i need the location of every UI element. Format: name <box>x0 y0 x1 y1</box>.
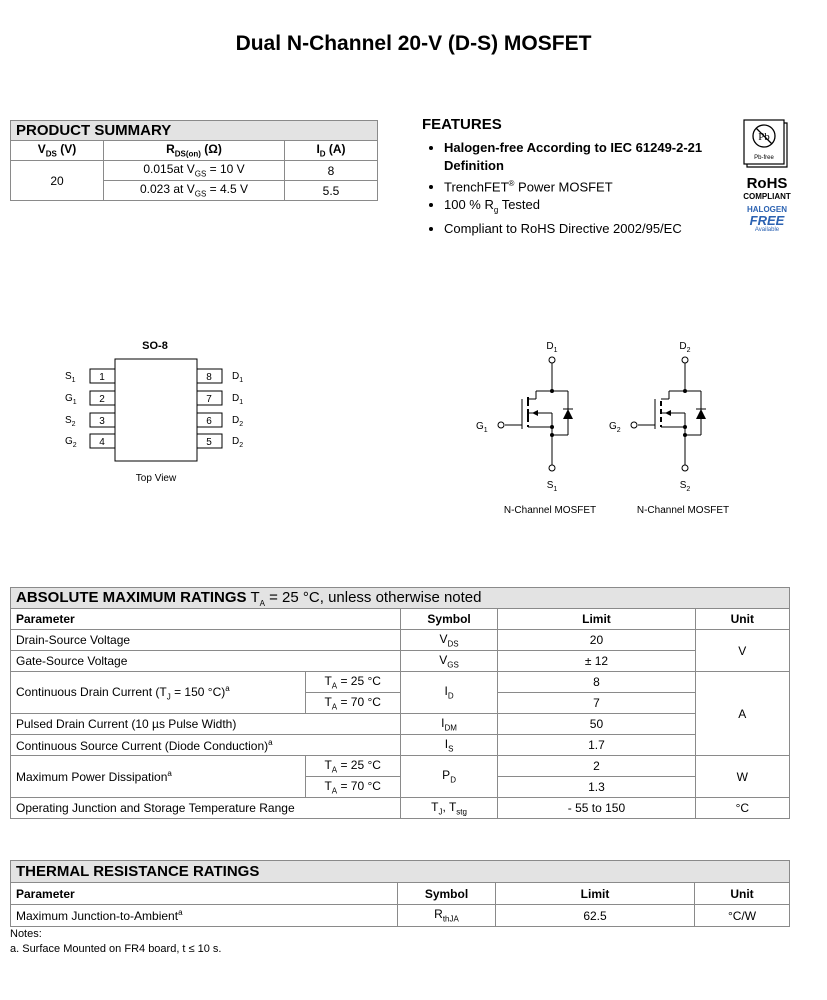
pin-1-number: 1 <box>99 372 105 383</box>
pin-2-label: $G_1$ <box>65 393 77 406</box>
thermal-param: Maximum Junction-to-Ambient$^a$ <box>11 905 398 927</box>
feature-item: • 100 % $R_g$ Tested <box>444 196 742 220</box>
absolute-maximum-ratings-table <box>10 587 790 819</box>
mosfet-2-caption: N-Channel MOSFET <box>636 505 730 516</box>
col-id: $I_D$ (A) <box>285 141 378 161</box>
amr-symbol: $I_{DM}$ <box>400 714 498 735</box>
amr-limit: 1.7 <box>498 735 695 756</box>
amr-symbol: $T_J$, $T_{stg}$ <box>400 798 498 819</box>
thermal-col-parameter: Parameter <box>11 883 398 905</box>
amr-param: Operating Junction and Storage Temperature Range <box>11 798 401 819</box>
amr-unit: W <box>695 756 789 798</box>
gate-1-label: $G_1$ <box>476 421 488 434</box>
amr-symbol: $P_D$ <box>400 756 498 798</box>
pin-4-label: $G_2$ <box>65 436 77 449</box>
thermal-heading: THERMAL RESISTANCE RATINGS <box>11 861 790 883</box>
amr-col-unit: Unit <box>695 609 789 630</box>
pin-2-number: 2 <box>99 394 105 405</box>
amr-param: Continuous Drain Current ($T_J = 150$ °C)$^a$ <box>11 672 306 714</box>
pin-7-label: $D_1$ <box>232 393 244 406</box>
amr-limit: 2 <box>498 756 695 777</box>
thermal-resistance-table <box>10 860 790 927</box>
source-1-label: $S_1$ <box>546 480 558 493</box>
amr-symbol: $V_{DS}$ <box>400 630 498 651</box>
amr-symbol: $V_{GS}$ <box>400 651 498 672</box>
pin-5-number: 5 <box>206 437 212 448</box>
package-view-label: Top View <box>135 473 177 484</box>
amr-limit: 20 <box>498 630 695 651</box>
amr-col-symbol: Symbol <box>400 609 498 630</box>
pb-text: Pb <box>758 131 770 143</box>
features-heading: FEATURES <box>422 116 502 133</box>
so8-package-diagram <box>55 335 265 495</box>
source-2-label: $S_2$ <box>679 480 691 493</box>
product-summary-heading: PRODUCT SUMMARY <box>11 121 378 141</box>
pin-4-number: 4 <box>99 437 105 448</box>
amr-col-parameter: Parameter <box>11 609 401 630</box>
rds-row1: 0.015at $V_{GS} = 10$ V <box>104 161 285 181</box>
compliance-badges <box>738 118 796 233</box>
halogen-label: HALOGEN <box>747 205 787 214</box>
amr-condition: $T_A = 25$ °C <box>305 672 400 693</box>
rds-row2: 0.023 at $V_{GS} = 4.5$ V <box>104 181 285 201</box>
amr-symbol: $I_S$ <box>400 735 498 756</box>
amr-limit: 8 <box>498 672 695 693</box>
right-pins <box>197 369 243 449</box>
amr-limit: 1.3 <box>498 777 695 798</box>
pb-free-text: Pb-free <box>754 155 774 161</box>
pin-3-label: $S_2$ <box>65 415 76 428</box>
amr-unit: °C <box>695 798 789 819</box>
rohs-label: RoHS <box>746 175 788 192</box>
amr-param: Drain-Source Voltage <box>11 630 401 651</box>
amr-param: Maximum Power Dissipation$^a$ <box>11 756 306 798</box>
amr-condition: $T_A = 70$ °C <box>305 777 400 798</box>
mosfet-symbol-2 <box>609 341 729 516</box>
amr-symbol: $I_D$ <box>400 672 498 714</box>
amr-col-limit: Limit <box>498 609 695 630</box>
left-pins <box>65 369 115 449</box>
thermal-col-symbol: Symbol <box>398 883 496 905</box>
drain-2-label: $D_2$ <box>679 341 691 354</box>
feature-item: • Compliant to RoHS Directive 2002/95/EC <box>444 220 742 238</box>
thermal-col-unit: Unit <box>695 883 790 905</box>
pin-3-number: 3 <box>99 416 105 427</box>
vds-value: 20 <box>11 161 104 201</box>
mosfet-schematics <box>470 335 760 525</box>
amr-limit: 50 <box>498 714 695 735</box>
pb-free-icon <box>742 118 792 168</box>
gate-2-label: $G_2$ <box>609 421 621 434</box>
package-name: SO-8 <box>142 340 168 352</box>
amr-unit: V <box>695 630 789 672</box>
pin-6-label: $D_2$ <box>232 415 244 428</box>
amr-unit: A <box>695 672 789 756</box>
feature-item: • Halogen-free According to IEC 61249-2-21 Definition <box>444 139 742 175</box>
drain-1-label: $D_1$ <box>546 341 558 354</box>
thermal-col-limit: Limit <box>496 883 695 905</box>
id-row2: 5.5 <box>285 181 378 201</box>
amr-limit: 7 <box>498 693 695 714</box>
pin-5-label: $D_2$ <box>232 436 244 449</box>
thermal-unit: °C/W <box>695 905 790 927</box>
col-rds: $R_{DS(on)}$ (Ω) <box>104 141 285 161</box>
id-row1: 8 <box>285 161 378 181</box>
features-section <box>422 116 742 238</box>
thermal-limit: 62.5 <box>496 905 695 927</box>
thermal-symbol: $R_{thJA}$ <box>398 905 496 927</box>
free-label: FREE <box>749 213 785 228</box>
amr-param: Continuous Source Current (Diode Conduction)$^a$ <box>11 735 401 756</box>
amr-param: Gate-Source Voltage <box>11 651 401 672</box>
mosfet-symbol-1 <box>476 341 596 516</box>
compliant-label: COMPLIANT <box>743 192 791 201</box>
product-summary-table <box>10 120 378 201</box>
pin-7-number: 7 <box>206 394 212 405</box>
notes-section <box>10 927 222 957</box>
pin-6-number: 6 <box>206 416 212 427</box>
pin-8-label: $D_1$ <box>232 371 244 384</box>
amr-param: Pulsed Drain Current (10 µs Pulse Width) <box>11 714 401 735</box>
note-a: a. Surface Mounted on FR4 board, t ≤ 10 s. <box>10 943 222 955</box>
amr-condition: $T_A = 25$ °C <box>305 756 400 777</box>
page-title: Dual N-Channel 20-V (D-S) MOSFET <box>235 32 592 55</box>
pin-1-label: $S_1$ <box>65 371 76 384</box>
notes-heading: Notes: <box>10 928 42 940</box>
amr-heading: ABSOLUTE MAXIMUM RATINGS $T_A = 25$ °C, unless otherwise noted <box>11 588 790 609</box>
col-vds: $V_{DS}$ (V) <box>11 141 104 161</box>
mosfet-1-caption: N-Channel MOSFET <box>503 505 597 516</box>
available-label: Available <box>754 227 780 233</box>
amr-limit: - 55 to 150 <box>498 798 695 819</box>
amr-limit: ± 12 <box>498 651 695 672</box>
amr-condition: $T_A = 70$ °C <box>305 693 400 714</box>
pin-8-number: 8 <box>206 372 212 383</box>
feature-item: • TrenchFET® Power MOSFET <box>444 175 742 196</box>
